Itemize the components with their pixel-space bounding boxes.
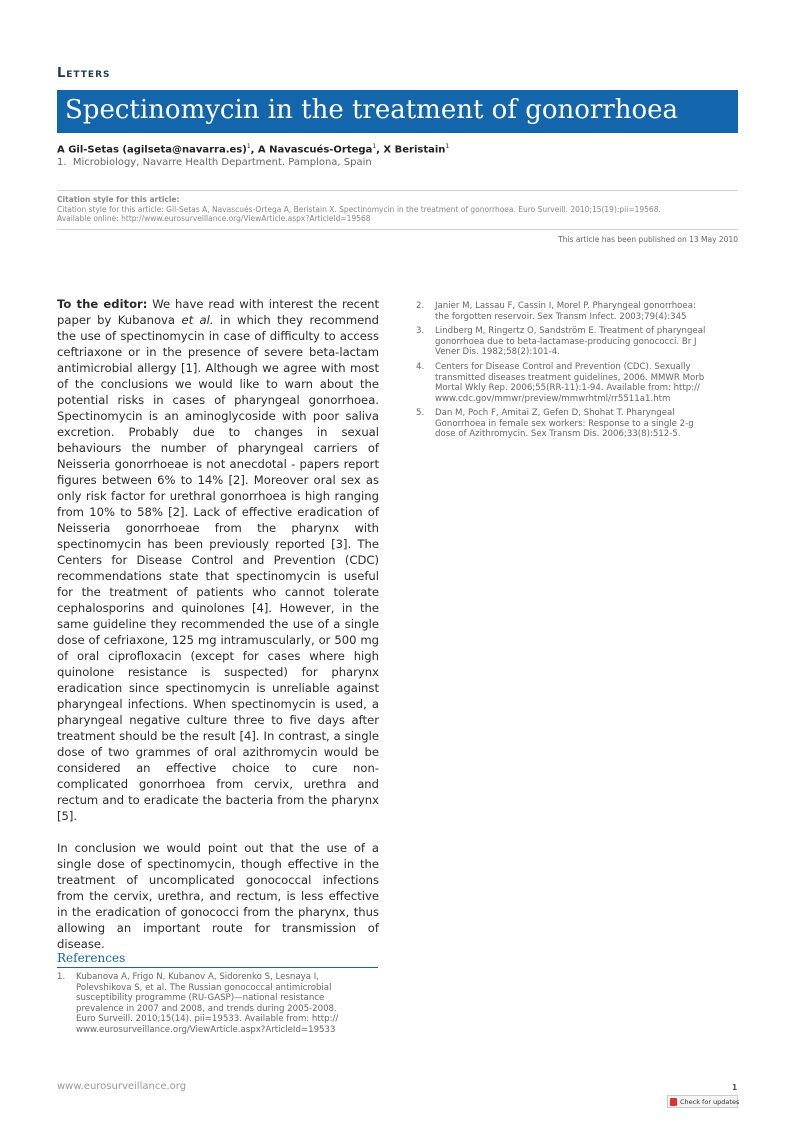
- reference-item: [57, 972, 379, 1038]
- paragraph-2: In conclusion we would point out that the use of a single dose of spectinomycin, though effective in the treatment of uncomplicated gonococcal infections from the cervix, urethra, and rectum, is less effective in the eradication of gonococci from the pharynx, thus allowing an important route for transmission of disease.: [57, 841, 379, 951]
- reference-number: 4.: [416, 362, 425, 372]
- divider-top: [57, 190, 738, 191]
- reference-text: [435, 362, 704, 404]
- lead-in: To the editor:: [57, 297, 148, 311]
- reference-line: the forgotten reservoir. Sex Transm Infect. 2003;79(4):345: [435, 311, 687, 322]
- author-1-affil-mark: 1: [246, 143, 251, 150]
- publication-date: This article has been published on 13 May 2010: [558, 235, 738, 244]
- reference-item: [416, 408, 738, 441]
- reference-line: Polevshikova S, et al. The Russian gonococcal antimicrobial: [76, 982, 332, 993]
- reference-line: gonorrhoea due to beta-lactamase-producing gonococci. Br J: [435, 336, 697, 347]
- author-list: [57, 143, 449, 155]
- check-for-updates-label: Check for updates: [680, 1098, 740, 1106]
- paragraph-1-part-a: We have read with interest the recent paper by Kubanova: [57, 297, 380, 327]
- reference-number: 3.: [416, 326, 425, 336]
- article-title: Spectinomycin in the treatment of gonorrhoea: [65, 95, 679, 125]
- section-label: Letters: [57, 66, 111, 81]
- reference-number: 5.: [416, 408, 425, 418]
- reference-text: [76, 972, 338, 1036]
- page-number: 1: [732, 1083, 738, 1092]
- reference-item: [416, 301, 738, 323]
- reference-text: [435, 408, 694, 440]
- check-for-updates-button[interactable]: [667, 1095, 738, 1108]
- author-3: , X Beristain: [376, 144, 446, 156]
- reference-text: [435, 301, 696, 322]
- reference-line: Kubanova A, Frigo N, Kubanov A, Sidorenko S, Lesnaya I,: [76, 972, 319, 982]
- reference-line: Vener Dis. 1982;58(2):101-4.: [435, 347, 560, 358]
- citation-link[interactable]: Available online: http://www.eurosurveillance.org/ViewArticle.aspx?ArticleId=19568: [57, 214, 371, 223]
- author-2: , A Navascués-Ortega: [250, 144, 373, 156]
- reference-line: Janier M, Lassau F, Cassin I, Morel P. Pharyngeal gonorrhoea:: [435, 301, 696, 311]
- references-heading: References: [57, 951, 378, 968]
- reference-item: [416, 362, 738, 406]
- title-banner: [57, 90, 738, 133]
- reference-line[interactable]: www.cdc.gov/mmwr/preview/mmwrhtml/rr5511a1.htm: [435, 393, 671, 404]
- reference-number: 1.: [57, 972, 66, 982]
- reference-line: Dan M, Poch F, Amitai Z, Gefen D, Shohat T. Pharyngeal: [435, 408, 675, 418]
- reference-line[interactable]: www.eurosurveillance.org/ViewArticle.aspx?ArticleId=19533: [76, 1024, 336, 1035]
- reference-line: Euro Surveill. 2010;15(14). pii=19533. Available from: http://: [76, 1014, 339, 1025]
- crossmark-icon: [670, 1098, 677, 1106]
- reference-number: 2.: [416, 301, 425, 311]
- reference-item: [416, 326, 738, 359]
- author-3-affil-mark: 1: [445, 143, 450, 150]
- reference-line: susceptibility programme (RU-GASP)—national resistance: [76, 993, 325, 1004]
- footer-site-link[interactable]: www.eurosurveillance.org: [57, 1081, 187, 1092]
- author-2-affil-mark: 1: [372, 143, 377, 150]
- reference-line: dose of Azithromycin. Sex Transm Dis. 2006;33(8):512-5.: [435, 429, 681, 440]
- affiliation: 1. Microbiology, Navarre Health Department. Pamplona, Spain: [57, 157, 372, 168]
- et-al: et al.: [181, 313, 214, 327]
- paragraph-1-part-b: in which they recommend the use of spectinomycin in case of difficulty to access ceftriaxone or in the presence of severe beta-lactam antimicrobial allergy [1]. Although we agree with most of the conclusions we would like to warn about the potential risks in cases of pharyngeal gonorrhoea. Spectinomycin is an aminoglycoside with poor saliva excretion. Probably due to changes in sexual behaviours the number of pharyngeal carriers of Neisseria gonorrhoeae is not anecdotal - papers report figures between 6% to 14% [2]. Moreover oral sex as only risk factor for urethral gonorrhoea is high ranging from 10% to 58% [2]. Lack of effective eradication of Neisseria gonorrhoeae from the pharynx with spectinomycin has been previously reported [3]. The Centers for Disease Control and Prevention (CDC) recommendations state that spectinomycin is useful for the treatment of patients who cannot tolerate cephalosporins and quinolones [4]. However, in the same guideline they recommended the use of a single dose of cefriaxone, 125 mg intramuscularly, or 500 mg of oral ciprofloxacin (except for cases where high quinolone resistance is suspected) for pharynx eradication since spectinomycin is unreliable against pharyngeal infections. When spectinomycin is used, a pharyngeal negative culture three to five days after treatment should be the result [4]. In contrast, a single dose of two grammes of oral azithromycin would be considered an effective choice to cure non-complicated gonorrhoea from cervix, urethra and rectum and to eradicate the bacteria from the pharynx [5].: [57, 313, 380, 823]
- divider-bottom: [57, 229, 738, 230]
- reference-line: transmitted diseases treatment guidelines, 2006. MMWR Morb: [435, 372, 705, 383]
- paragraph-1: [57, 296, 379, 824]
- reference-line: prevalence in 2007 and 2008, and trends during 2005-2008.: [76, 1003, 337, 1014]
- reference-line: Mortal Wkly Rep. 2006;55(RR-11):1-94. Available from: http://: [435, 383, 700, 394]
- author-1[interactable]: A Gil-Setas (agilseta@navarra.es): [57, 144, 247, 156]
- letter-body: [57, 296, 379, 968]
- reference-line: Lindberg M, Ringertz O, Sandström E. Treatment of pharyngeal: [435, 326, 706, 336]
- reference-line: Gonorrhoea in female sex workers: Response to a single 2-g: [435, 418, 694, 429]
- reference-text: [435, 326, 705, 358]
- citation-heading: Citation style for this article:: [57, 195, 180, 204]
- reference-line: Centers for Disease Control and Prevention (CDC). Sexually: [435, 362, 691, 372]
- citation-text: Citation style for this article: Gil-Setas A, Navascués-Ortega A, Beristain X. Spectinomycin in the treatment of gonorrhoea. Euro Surveill. 2010;15(19):pii=19568.: [57, 205, 661, 214]
